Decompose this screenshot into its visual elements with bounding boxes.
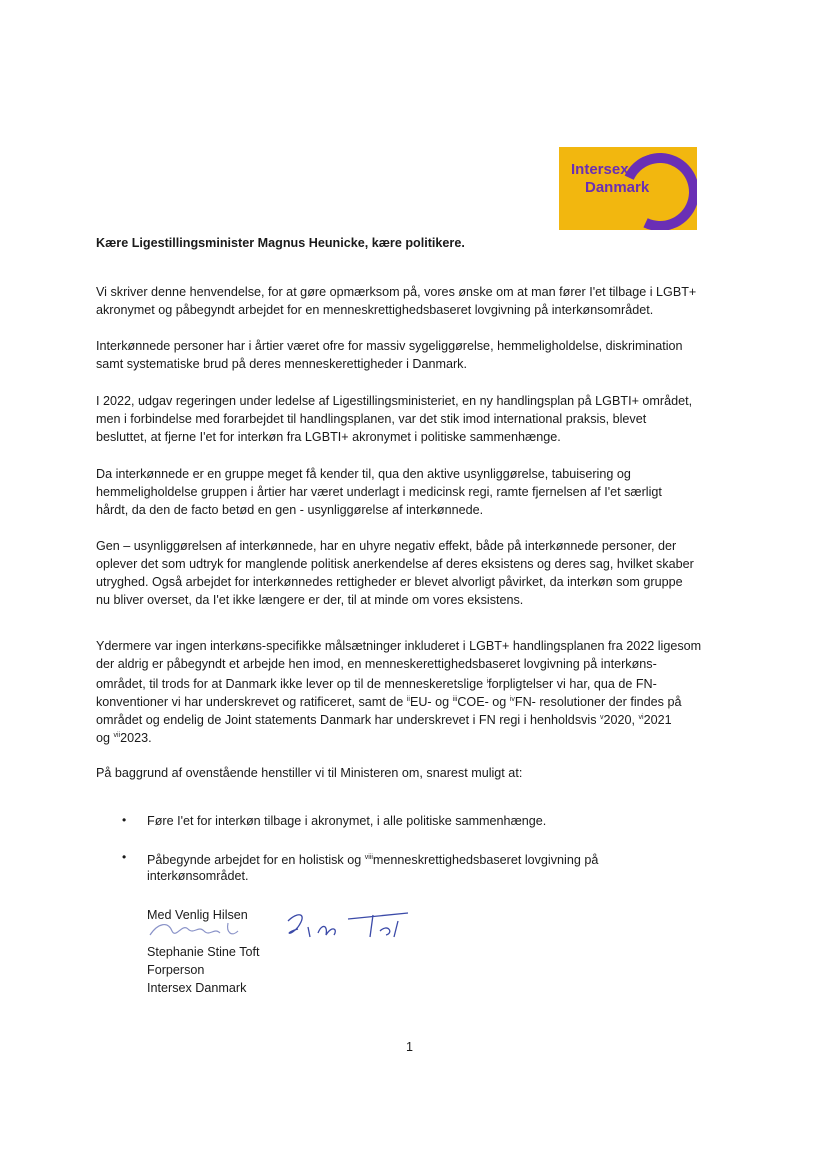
text-line: akronymet og påbegyndt arbejdet for en menneskrettighedsbaseret lovgivning på interkønsområdet. (96, 303, 654, 317)
text-segment: 2020, (603, 713, 639, 727)
text-line (96, 638, 701, 654)
text-line: Da interkønnede er en gruppe meget få kender til, qua den aktive usynliggørelse, tabuisering og (96, 467, 631, 481)
footnote-marker: i (486, 678, 489, 685)
page-number: 1 (406, 1040, 414, 1054)
text-line: På baggrund af ovenstående henstiller vi til Ministeren om, snarest muligt at: (96, 766, 523, 780)
text-segment: COE- og (457, 695, 510, 709)
text-line: Vi skriver denne henvendelse, for at gøre opmærksom på, vores ønske om at man fører I'et tilbage i LGBT+ (96, 285, 697, 299)
text-segment: Påbegynde arbejdet for en holistisk og (147, 853, 365, 867)
text-segment: FN- resolutioner der findes på (514, 695, 682, 709)
text-segment: og (96, 731, 114, 745)
signatory-name: Stephanie Stine Toft (147, 945, 260, 959)
footnote-marker: iv (509, 696, 515, 703)
text-line (147, 868, 249, 884)
bullet-icon: • (122, 850, 127, 864)
text-segment: Ydermere var ingen interkøns-specifikke målsætninger inkluderet i LGBT+ handlingsplanen fra 2022 ligesom (96, 639, 702, 653)
text-segment: forpligtelser vi har, qua de FN- (488, 677, 657, 691)
text-line: I 2022, udgav regeringen under ledelse af Ligestillingsministeriet, en ny handlingsplan på LGBTI+ området, (96, 394, 693, 408)
text-line: besluttet, at fjerne I'et for interkøn fra LGBTI+ akronymet i politiske sammenhænge. (96, 430, 561, 444)
footnote-marker: vii (113, 732, 121, 739)
text-line (96, 728, 152, 746)
text-line (147, 813, 546, 829)
text-segment: området, til trods for at Danmark ikke lever op til de menneskeretslige (96, 677, 487, 691)
footnote-marker: vi (638, 714, 644, 721)
text-line: Interkønnede personer har i årtier været ofre for massiv sygeliggørelse, hemmeligholdelse, diskrimination (96, 339, 683, 353)
text-segment: 2023. (120, 731, 152, 745)
footnote-marker: ii (406, 696, 410, 703)
closing-salutation: Med Venlig Hilsen (147, 908, 248, 922)
footnote-marker: viii (364, 854, 373, 861)
text-line: oplever det som udtryk for manglende politisk anerkendelse af deres eksistens og deres sag, hvilket skaber (96, 557, 694, 571)
handwritten-signature (148, 903, 418, 943)
logo-line2: Danmark (585, 179, 650, 196)
text-segment: der aldrig er påbegyndt et arbejde hen imod, en menneskerettighedsbaseret lovgivning på interkøns- (96, 657, 657, 671)
text-line: men i forbindelse med forarbejdet til handlingsplanen, var det stik imod international praksis, blevet (96, 412, 647, 426)
text-segment: interkønsområdet. (147, 869, 249, 883)
bullet-icon: • (122, 813, 127, 827)
greeting: Kære Ligestillingsminister Magnus Heunicke, kære politikere. (96, 236, 465, 250)
text-line: hårdt, da den de facto betød en gen - usynliggørelse af interkønnede. (96, 503, 484, 517)
text-line: samt systematiske brud på deres menneskerettigheder i Danmark. (96, 357, 467, 371)
intersex-danmark-logo (559, 147, 697, 230)
text-line (96, 710, 672, 728)
text-line: hemmeligholdelse gruppen i årtier har været underlagt i medicinsk regi, ramte fjernelsen af I'et særligt (96, 485, 662, 499)
footnote-marker: iii (452, 696, 458, 703)
text-segment: 2021 (643, 713, 672, 727)
text-line (147, 850, 598, 868)
text-segment: EU- og (409, 695, 453, 709)
text-line: utryghed. Også arbejdet for interkønnedes rettigheder er blevet alvorligt påvirket, da interkøn som gruppe (96, 575, 683, 589)
text-segment: menneskrettighedsbaseret lovgivning på (372, 853, 599, 867)
text-segment: konventioner vi har underskrevet og ratificeret, samt de (96, 695, 407, 709)
logo-line1: Intersex (571, 161, 629, 178)
footnote-marker: v (600, 714, 604, 721)
text-segment: området og endelig de Joint statements Danmark har underskrevet i FN regi i henholdsvis (96, 713, 601, 727)
text-line (96, 692, 681, 710)
text-line (96, 674, 657, 692)
text-segment: Føre I'et for interkøn tilbage i akronymet, i alle politiske sammenhænge. (147, 814, 547, 828)
text-line: nu bliver overset, da I'et ikke længere er der, til at minde om vores eksistens. (96, 593, 524, 607)
signatory-organization: Intersex Danmark (147, 981, 247, 995)
signatory-role: Forperson (147, 963, 205, 977)
text-line (96, 656, 657, 672)
text-line: Gen – usynliggørelsen af interkønnede, har en uhyre negativ effekt, både på interkønnede personer, der (96, 539, 677, 553)
